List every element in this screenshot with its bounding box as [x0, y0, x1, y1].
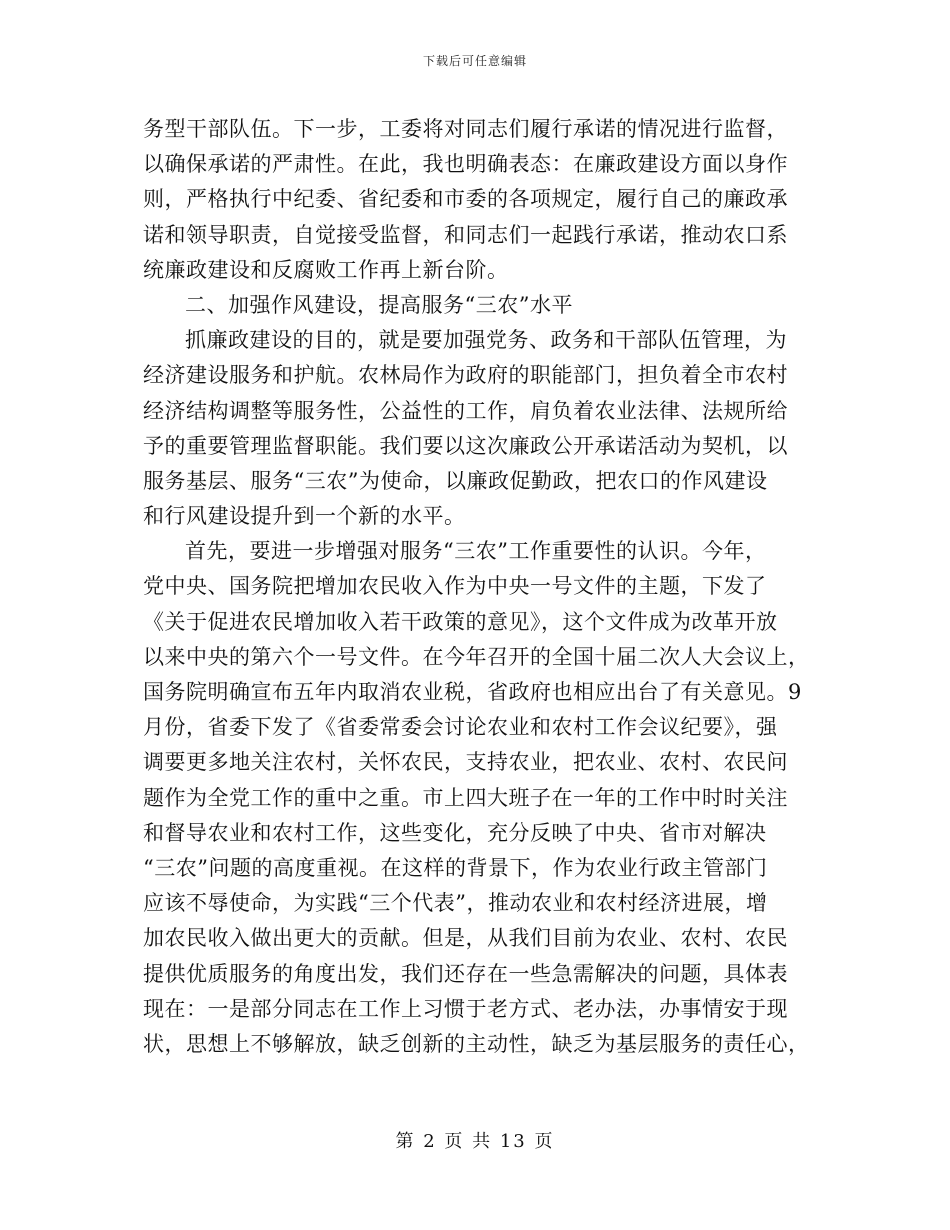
body-line: 诺和领导职责，自觉接受监督，和同志们一起践行承诺，推动农口系: [143, 222, 788, 247]
page-header-note: 下载后可任意编辑: [422, 54, 527, 68]
body-line: 经济建设服务和护航。农林局作为政府的职能部门，担负着全市农村: [143, 363, 788, 388]
page-number-footer: 第 2 页 共 13 页: [395, 1131, 555, 1152]
body-line: 和行风建设提升到一个新的水平。: [143, 504, 466, 529]
body-line: 务型干部队伍。下一步，工委将对同志们履行承诺的情况进行监督，: [143, 117, 788, 141]
body-line: 现在：一是部分同志在工作上习惯于老方式、老办法，办事情安于现: [143, 996, 788, 1021]
body-line: 调要更多地关注农村，关怀农民，支持农业，把农业、农村、农民问: [143, 750, 788, 775]
body-line: 以确保承诺的严肃性。在此，我也明确表态：在廉政建设方面以身作: [143, 152, 788, 177]
body-line: 应该不辱使命，为实践“三个代表”，推动农业和农村经济进展，增: [143, 891, 768, 916]
body-line: 月份，省委下发了《省委常委会讨论农业和农村工作会议纪要》，强: [143, 715, 778, 740]
body-line: 经济结构调整等服务性，公益性的工作，肩负着农业法律、法规所给: [143, 398, 788, 423]
body-line: 状，思想上不够解放，缺乏创新的主动性，缺乏为基层服务的责任心，: [143, 1031, 810, 1056]
body-line: 则，严格执行中纪委、省纪委和市委的各项规定，履行自己的廉政承: [143, 187, 788, 212]
body-line: 和督导农业和农村工作，这些变化，充分反映了中央、省市对解决: [143, 820, 767, 845]
body-line: 以来中央的第六个一号文件。在今年召开的全国十届二次人大会议上，: [143, 644, 810, 669]
body-line: 国务院明确宣布五年内取消农业税，省政府也相应出台了有关意见。9: [143, 680, 802, 704]
body-line: 统廉政建设和反腐败工作再上新台阶。: [143, 257, 509, 282]
body-text: [143, 112, 815, 1062]
body-line: 提供优质服务的角度出发，我们还存在一些急需解决的问题，具体表: [143, 961, 788, 986]
body-line: 抓廉政建设的目的，就是要加强党务、政务和干部队伍管理，为: [185, 328, 787, 353]
body-line: 服务基层、服务“三农”为使命，以廉政促勤政，把农口的作风建设: [143, 468, 768, 493]
body-line: 党中央、国务院把增加农民收入作为中央一号文件的主题，下发了: [143, 574, 767, 599]
body-line: 《关于促进农民增加收入若干政策的意见》，这个文件成为改革开放: [143, 609, 778, 634]
body-line: “三农”问题的高度重视。在这样的背景下，作为农业行政主管部门: [143, 855, 768, 880]
body-line: 加农民收入做出更大的贡献。但是，从我们目前为农业、农村、农民: [143, 926, 788, 951]
body-line: 首先，要进一步增强对服务“三农”工作重要性的认识。今年，: [185, 539, 767, 564]
body-line: 题作为全党工作的重中之重。市上四大班子在一年的工作中时时关注: [143, 785, 788, 810]
body-line: 二、加强作风建设，提高服务“三农”水平: [185, 292, 573, 317]
body-line: 予的重要管理监督职能。我们要以这次廉政公开承诺活动为契机，以: [143, 433, 788, 458]
